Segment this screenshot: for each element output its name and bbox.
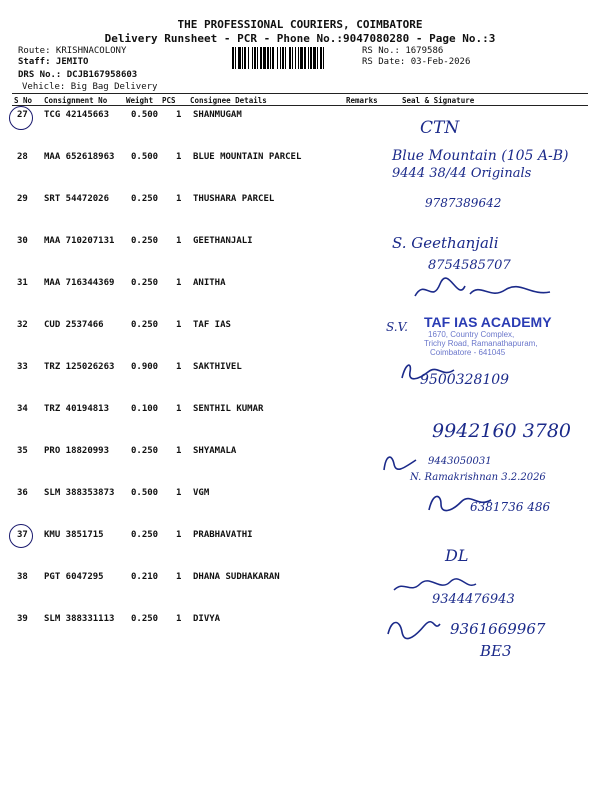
barcode-bar (280, 47, 281, 69)
row-weight: 0.250 (131, 446, 159, 456)
row-consignee-name: VGM (193, 488, 210, 498)
vehicle-label: Vehicle: Big Bag Delivery (22, 82, 158, 92)
row-consignment-number: SRT 54472026 (44, 194, 110, 204)
document-title: THE PROFESSIONAL COURIERS, COIMBATORE (177, 18, 423, 31)
barcode-bar (254, 47, 256, 69)
row-consignment-number: TRZ 40194813 (44, 404, 110, 414)
barcode-bar (263, 47, 266, 69)
col-consignee: Consignee Details (190, 96, 267, 105)
phone-34: 9942160 3780 (432, 420, 572, 442)
row-pieces: 1 (176, 110, 182, 120)
row-pieces: 1 (176, 278, 182, 288)
row-serial-number: 28 (17, 152, 28, 162)
row-pieces: 1 (176, 362, 182, 372)
row-weight: 0.500 (131, 152, 159, 162)
row-weight: 0.250 (131, 530, 159, 540)
rs-number: RS No.: 1679586 (362, 46, 444, 56)
col-pcs: PCS (162, 96, 176, 105)
signature-35-image (380, 450, 420, 474)
row-weight: 0.250 (131, 614, 159, 624)
row-serial-number: 29 (17, 194, 28, 204)
row-consignment-number: SLM 388331113 (44, 614, 115, 624)
row-weight: 0.500 (131, 110, 159, 120)
barcode-bar (304, 47, 306, 69)
sign-32: S.V. (386, 320, 408, 334)
company-stamp (424, 314, 552, 357)
row-consignment-number: PRO 18820993 (44, 446, 110, 456)
row-consignment-number: TRZ 125026263 (44, 362, 115, 372)
table-row (0, 530, 600, 572)
barcode-bar (282, 47, 284, 69)
row-consignee-name: DHANA SUDHAKARAN (193, 572, 280, 582)
barcode-bar (244, 47, 246, 69)
barcode-image (232, 47, 356, 69)
row-serial-number: 36 (17, 488, 28, 498)
signature-39-image (384, 616, 444, 642)
barcode-bar (252, 47, 253, 69)
barcode-bar (272, 47, 274, 69)
row-pieces: 1 (176, 446, 182, 456)
barcode-bar (313, 47, 316, 69)
row-consignee-name: PRABHAVATHI (193, 530, 253, 540)
row-serial-number: 32 (17, 320, 28, 330)
header-bottom-rule (12, 105, 588, 106)
row-consignee-name: DIVYA (193, 614, 221, 624)
row-consignee-name: THUSHARA PARCEL (193, 194, 275, 204)
row-weight: 0.250 (131, 320, 159, 330)
row-pieces: 1 (176, 572, 182, 582)
phone-30: 8754585707 (428, 258, 511, 273)
row-serial-number: 27 (17, 110, 28, 120)
barcode-bar (289, 47, 291, 69)
barcode-bar (317, 47, 318, 69)
row-serial-number: 39 (17, 614, 28, 624)
row-consignee-name: SENTHIL KUMAR (193, 404, 264, 414)
row-pieces: 1 (176, 530, 182, 540)
row-serial-number: 30 (17, 236, 28, 246)
barcode-bar (248, 47, 249, 69)
row-serial-number: 37 (17, 530, 28, 540)
signature-28: Blue Mountain (105 A-B) (392, 148, 569, 164)
barcode-bar (298, 47, 299, 69)
col-signature: Seal & Signature (402, 96, 475, 105)
row-serial-number: 35 (17, 446, 28, 456)
col-weight: Weight (126, 96, 154, 105)
row-serial-number: 31 (17, 278, 28, 288)
signature-31-image (410, 276, 560, 306)
row-consignee-name: ANITHA (193, 278, 226, 288)
row-weight: 0.250 (131, 278, 159, 288)
document-subtitle: Delivery Runsheet - PCR - Phone No.:9047080280 - Page No.:3 (104, 32, 496, 45)
table-row (0, 110, 600, 152)
row-pieces: 1 (176, 152, 182, 162)
barcode-bar (270, 47, 271, 69)
barcode-bar (285, 47, 286, 69)
row-consignment-number: MAA 716344369 (44, 278, 115, 288)
row-pieces: 1 (176, 194, 182, 204)
row-consignee-name: BLUE MOUNTAIN PARCEL (193, 152, 302, 162)
signature-35: N. Ramakrishnan 3.2.2026 (410, 472, 546, 483)
handdrawn-circle (9, 524, 33, 548)
barcode-bar (242, 47, 243, 69)
row-consignee-name: SHYAMALA (193, 446, 237, 456)
barcode-bar (308, 47, 309, 69)
signature-30: S. Geethanjali (392, 234, 499, 252)
stamp-line-1: 1670, Country Complex, (428, 330, 515, 339)
barcode-bar (300, 47, 303, 69)
row-weight: 0.500 (131, 488, 159, 498)
row-pieces: 1 (176, 404, 182, 414)
row-serial-number: 38 (17, 572, 28, 582)
header-top-rule (12, 93, 588, 94)
col-remarks: Remarks (346, 96, 378, 105)
barcode-bar (292, 47, 293, 69)
drs-label: DRS No.: DCJB167958603 (18, 70, 138, 80)
row-consignee-name: SAKTHIVEL (193, 362, 242, 372)
phone-33: 9500328109 (420, 372, 510, 388)
barcode-bar (238, 47, 241, 69)
stamp-line-2: Trichy Road, Ramanathapuram, (424, 339, 538, 348)
row-weight: 0.100 (131, 404, 159, 414)
table-row (0, 194, 600, 236)
row-weight: 0.900 (131, 362, 159, 372)
phone-39: 9361669967 (450, 620, 546, 638)
signature-37: DL (445, 546, 469, 565)
barcode-bar (277, 47, 278, 69)
row-consignment-number: CUD 2537466 (44, 320, 104, 330)
row-serial-number: 33 (17, 362, 28, 372)
phone-28: 9444 38/44 Originals (392, 166, 532, 181)
row-pieces: 1 (176, 614, 182, 624)
barcode-bar (257, 47, 258, 69)
col-consignment: Consignment No (44, 96, 108, 105)
barcode-bar (260, 47, 262, 69)
row-consignee-name: SHANMUGAM (193, 110, 242, 120)
rs-date: RS Date: 03-Feb-2026 (362, 57, 471, 67)
stamp-line-3: Coimbatore - 641045 (430, 348, 506, 357)
col-sno: S No (14, 96, 33, 105)
barcode-bar (267, 47, 269, 69)
stamp-title: TAF IAS ACADEMY (424, 314, 552, 330)
row-consignee-name: TAF IAS (193, 320, 231, 330)
handdrawn-circle (9, 106, 33, 130)
barcode-bar (235, 47, 236, 69)
row-consignment-number: SLM 388353873 (44, 488, 115, 498)
row-consignment-number: KMU 3851715 (44, 530, 104, 540)
row-pieces: 1 (176, 320, 182, 330)
phone-36: 6381736 486 (470, 500, 551, 514)
barcode-bar (320, 47, 322, 69)
row-consignment-number: MAA 710207131 (44, 236, 115, 246)
row-weight: 0.250 (131, 236, 159, 246)
phone-38: 9344476943 (432, 592, 515, 607)
row-consignment-number: MAA 652618963 (44, 152, 115, 162)
barcode-bar (232, 47, 234, 69)
barcode-bar (323, 47, 324, 69)
phone-35: 9443050031 (428, 456, 492, 467)
row-serial-number: 34 (17, 404, 28, 414)
signature-27: CTN (420, 118, 460, 138)
row-weight: 0.250 (131, 194, 159, 204)
staff-label: Staff: JEMITO (18, 57, 89, 67)
row-weight: 0.210 (131, 572, 159, 582)
table-row (0, 362, 600, 404)
row-consignment-number: PGT 6047295 (44, 572, 104, 582)
barcode-bar (295, 47, 296, 69)
barcode-bar (310, 47, 312, 69)
phone-29: 9787389642 (425, 196, 502, 210)
row-consignment-number: TCG 42145663 (44, 110, 110, 120)
row-pieces: 1 (176, 236, 182, 246)
row-pieces: 1 (176, 488, 182, 498)
note-39: BE3 (480, 642, 512, 660)
route-label: Route: KRISHNACOLONY (18, 46, 127, 56)
row-consignee-name: GEETHANJALI (193, 236, 253, 246)
